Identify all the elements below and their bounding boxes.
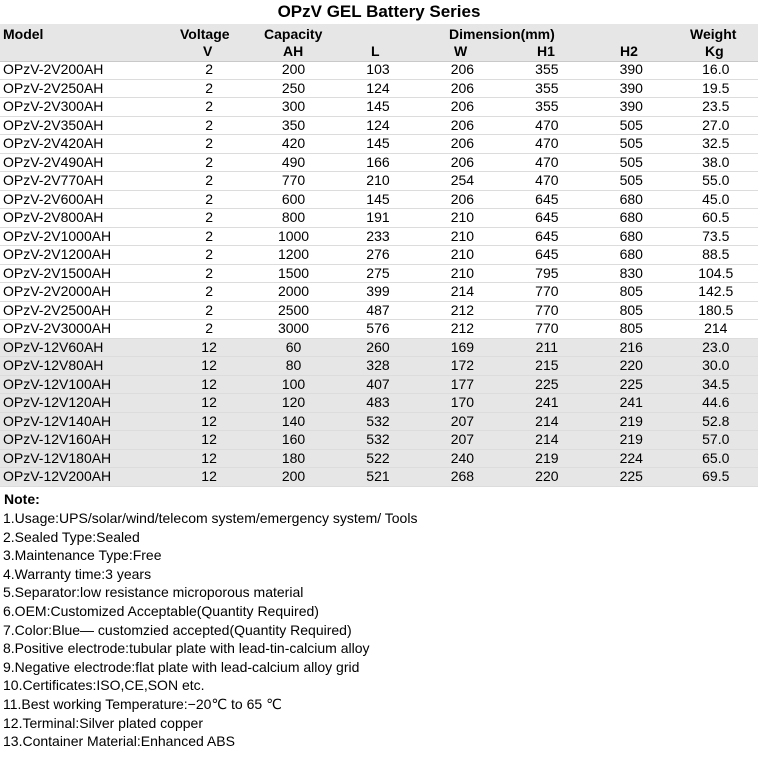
cell-h1: 645	[505, 209, 589, 228]
cell-v: 2	[167, 79, 251, 98]
cell-kg: 142.5	[674, 283, 758, 302]
cell-v: 12	[167, 412, 251, 431]
cell-l: 145	[336, 98, 420, 117]
cell-v: 12	[167, 338, 251, 357]
cell-kg: 30.0	[674, 357, 758, 376]
cell-v: 2	[167, 190, 251, 209]
cell-model: OPzV-2V3000AH	[0, 320, 167, 339]
cell-kg: 38.0	[674, 153, 758, 172]
cell-w: 206	[420, 61, 504, 79]
cell-h2: 680	[589, 227, 673, 246]
cell-h1: 215	[505, 357, 589, 376]
cell-kg: 23.5	[674, 98, 758, 117]
table-row	[0, 320, 758, 339]
cell-v: 2	[167, 153, 251, 172]
cell-ah: 600	[251, 190, 335, 209]
cell-h2: 505	[589, 116, 673, 135]
cell-ah: 300	[251, 98, 335, 117]
cell-kg: 34.5	[674, 375, 758, 394]
table-row	[0, 431, 758, 450]
cell-l: 260	[336, 338, 420, 357]
cell-model: OPzV-12V100AH	[0, 375, 167, 394]
cell-w: 206	[420, 153, 504, 172]
table-body	[0, 61, 758, 486]
cell-h2: 505	[589, 153, 673, 172]
header-w: W	[454, 43, 468, 59]
cell-w: 172	[420, 357, 504, 376]
cell-ah: 80	[251, 357, 335, 376]
cell-w: 170	[420, 394, 504, 413]
cell-h1: 770	[505, 320, 589, 339]
cell-h1: 211	[505, 338, 589, 357]
cell-h2: 390	[589, 98, 673, 117]
cell-w: 206	[420, 79, 504, 98]
cell-w: 268	[420, 468, 504, 487]
header-voltage-unit: V	[203, 43, 213, 59]
table-row	[0, 412, 758, 431]
cell-v: 2	[167, 227, 251, 246]
cell-h2: 805	[589, 320, 673, 339]
table-row	[0, 246, 758, 265]
table-row	[0, 116, 758, 135]
cell-ah: 180	[251, 449, 335, 468]
cell-w: 177	[420, 375, 504, 394]
table-row	[0, 375, 758, 394]
cell-h1: 355	[505, 98, 589, 117]
cell-v: 2	[167, 264, 251, 283]
table-row	[0, 61, 758, 79]
cell-w: 210	[420, 264, 504, 283]
header-l: L	[371, 43, 380, 59]
cell-ah: 120	[251, 394, 335, 413]
cell-h1: 225	[505, 375, 589, 394]
table-row	[0, 357, 758, 376]
cell-ah: 200	[251, 61, 335, 79]
note-item: 1.Usage:UPS/solar/wind/telecom system/emergency system/ Tools	[3, 510, 418, 526]
cell-h1: 770	[505, 283, 589, 302]
cell-model: OPzV-2V1500AH	[0, 264, 167, 283]
note-item: 12.Terminal:Silver plated copper	[3, 714, 203, 731]
cell-w: 254	[420, 172, 504, 191]
cell-h2: 224	[589, 449, 673, 468]
note-item: 7.Color:Blue— customzied accepted(Quantity Required)	[3, 621, 352, 638]
cell-h1: 770	[505, 301, 589, 320]
cell-ah: 250	[251, 79, 335, 98]
cell-v: 2	[167, 172, 251, 191]
cell-h1: 795	[505, 264, 589, 283]
cell-v: 12	[167, 375, 251, 394]
cell-h2: 505	[589, 172, 673, 191]
cell-ah: 800	[251, 209, 335, 228]
table-row	[0, 283, 758, 302]
cell-h1: 470	[505, 153, 589, 172]
cell-v: 12	[167, 468, 251, 487]
notes-title: Note:	[4, 491, 40, 507]
table-row	[0, 153, 758, 172]
cell-h2: 219	[589, 412, 673, 431]
cell-kg: 69.5	[674, 468, 758, 487]
cell-v: 12	[167, 357, 251, 376]
table-row	[0, 301, 758, 320]
cell-ah: 200	[251, 468, 335, 487]
cell-kg: 57.0	[674, 431, 758, 450]
cell-w: 207	[420, 412, 504, 431]
header-capacity: Capacity	[264, 26, 323, 42]
cell-model: OPzV-12V160AH	[0, 431, 167, 450]
header-h2: H2	[620, 43, 638, 59]
cell-l: 522	[336, 449, 420, 468]
cell-l: 576	[336, 320, 420, 339]
table-row	[0, 79, 758, 98]
cell-w: 212	[420, 301, 504, 320]
cell-kg: 16.0	[674, 61, 758, 79]
cell-h2: 505	[589, 135, 673, 154]
cell-ah: 420	[251, 135, 335, 154]
cell-v: 12	[167, 431, 251, 450]
cell-h2: 805	[589, 283, 673, 302]
table-row	[0, 264, 758, 283]
cell-model: OPzV-12V80AH	[0, 357, 167, 376]
cell-h1: 470	[505, 172, 589, 191]
header-model: Model	[3, 26, 44, 42]
cell-v: 12	[167, 394, 251, 413]
cell-kg: 104.5	[674, 264, 758, 283]
cell-v: 2	[167, 116, 251, 135]
cell-h2: 219	[589, 431, 673, 450]
cell-l: 407	[336, 375, 420, 394]
cell-l: 145	[336, 135, 420, 154]
cell-w: 206	[420, 135, 504, 154]
cell-l: 145	[336, 190, 420, 209]
cell-l: 275	[336, 264, 420, 283]
cell-h1: 645	[505, 190, 589, 209]
cell-l: 210	[336, 172, 420, 191]
note-item: 8.Positive electrode:tubular plate with lead-tin-calcium alloy	[3, 640, 370, 657]
cell-ah: 350	[251, 116, 335, 135]
cell-v: 2	[167, 209, 251, 228]
note-item: 11.Best working Temperature:−20℃ to 65 ℃	[3, 695, 282, 712]
cell-model: OPzV-2V490AH	[0, 153, 167, 172]
table-row	[0, 172, 758, 191]
table-row	[0, 468, 758, 487]
note-item: 13.Container Material:Enhanced ABS	[3, 733, 235, 750]
note-item: 2.Sealed Type:Sealed	[3, 528, 140, 545]
cell-v: 2	[167, 301, 251, 320]
cell-kg: 45.0	[674, 190, 758, 209]
cell-kg: 32.5	[674, 135, 758, 154]
cell-kg: 23.0	[674, 338, 758, 357]
cell-h2: 680	[589, 209, 673, 228]
cell-h1: 214	[505, 412, 589, 431]
cell-v: 2	[167, 61, 251, 79]
cell-model: OPzV-12V180AH	[0, 449, 167, 468]
battery-table	[0, 61, 758, 487]
header-voltage: Voltage	[180, 26, 230, 42]
table-row	[0, 394, 758, 413]
note-item: 5.Separator:low resistance microporous material	[3, 584, 304, 601]
cell-w: 210	[420, 246, 504, 265]
cell-h1: 645	[505, 246, 589, 265]
cell-l: 276	[336, 246, 420, 265]
cell-h2: 216	[589, 338, 673, 357]
cell-h1: 220	[505, 468, 589, 487]
table-row	[0, 338, 758, 357]
cell-ah: 3000	[251, 320, 335, 339]
sheet-title: OPzV GEL Battery Series	[0, 0, 758, 25]
cell-w: 206	[420, 98, 504, 117]
notes-list	[0, 509, 758, 751]
header-capacity-unit: AH	[283, 43, 304, 59]
cell-model: OPzV-2V1000AH	[0, 227, 167, 246]
cell-l: 103	[336, 61, 420, 79]
cell-h2: 680	[589, 246, 673, 265]
cell-w: 210	[420, 209, 504, 228]
note-item: 9.Negative electrode:flat plate with lead-calcium alloy grid	[3, 658, 360, 675]
cell-ah: 2000	[251, 283, 335, 302]
cell-w: 210	[420, 227, 504, 246]
cell-model: OPzV-2V800AH	[0, 209, 167, 228]
cell-h1: 355	[505, 61, 589, 79]
cell-h2: 805	[589, 301, 673, 320]
cell-h1: 470	[505, 135, 589, 154]
cell-kg: 73.5	[674, 227, 758, 246]
cell-v: 2	[167, 98, 251, 117]
cell-v: 2	[167, 135, 251, 154]
cell-l: 328	[336, 357, 420, 376]
cell-l: 521	[336, 468, 420, 487]
notes-section	[0, 490, 758, 751]
cell-kg: 214	[674, 320, 758, 339]
cell-w: 240	[420, 449, 504, 468]
table-row	[0, 135, 758, 154]
cell-h2: 680	[589, 190, 673, 209]
cell-w: 214	[420, 283, 504, 302]
cell-h1: 214	[505, 431, 589, 450]
cell-ah: 770	[251, 172, 335, 191]
table-row	[0, 449, 758, 468]
cell-w: 206	[420, 116, 504, 135]
cell-model: OPzV-2V300AH	[0, 98, 167, 117]
cell-h2: 390	[589, 61, 673, 79]
cell-h2: 390	[589, 79, 673, 98]
cell-kg: 44.6	[674, 394, 758, 413]
header-h1: H1	[537, 43, 555, 59]
cell-w: 207	[420, 431, 504, 450]
table-header	[0, 24, 758, 62]
cell-l: 532	[336, 431, 420, 450]
cell-h2: 830	[589, 264, 673, 283]
cell-l: 191	[336, 209, 420, 228]
cell-l: 532	[336, 412, 420, 431]
cell-v: 12	[167, 449, 251, 468]
cell-v: 2	[167, 320, 251, 339]
cell-kg: 88.5	[674, 246, 758, 265]
cell-l: 124	[336, 116, 420, 135]
note-item: 3.Maintenance Type:Free	[3, 547, 162, 564]
cell-kg: 65.0	[674, 449, 758, 468]
cell-h1: 219	[505, 449, 589, 468]
cell-ah: 60	[251, 338, 335, 357]
cell-v: 2	[167, 246, 251, 265]
header-dimension: Dimension(mm)	[449, 26, 555, 42]
cell-model: OPzV-12V140AH	[0, 412, 167, 431]
cell-model: OPzV-12V200AH	[0, 468, 167, 487]
cell-ah: 2500	[251, 301, 335, 320]
cell-ah: 100	[251, 375, 335, 394]
cell-model: OPzV-2V250AH	[0, 79, 167, 98]
cell-model: OPzV-2V200AH	[0, 61, 167, 79]
cell-kg: 60.5	[674, 209, 758, 228]
cell-kg: 19.5	[674, 79, 758, 98]
cell-h2: 225	[589, 468, 673, 487]
cell-kg: 27.0	[674, 116, 758, 135]
cell-l: 483	[336, 394, 420, 413]
cell-h1: 470	[505, 116, 589, 135]
note-item: 4.Warranty time:3 years	[3, 565, 152, 582]
table-row	[0, 227, 758, 246]
cell-h1: 645	[505, 227, 589, 246]
cell-l: 233	[336, 227, 420, 246]
cell-model: OPzV-12V60AH	[0, 338, 167, 357]
cell-model: OPzV-2V420AH	[0, 135, 167, 154]
header-weight: Weight	[690, 26, 737, 42]
cell-model: OPzV-2V350AH	[0, 116, 167, 135]
cell-l: 166	[336, 153, 420, 172]
cell-kg: 52.8	[674, 412, 758, 431]
cell-kg: 55.0	[674, 172, 758, 191]
cell-model: OPzV-2V600AH	[0, 190, 167, 209]
cell-v: 2	[167, 283, 251, 302]
cell-h2: 225	[589, 375, 673, 394]
note-item: 6.OEM:Customized Acceptable(Quantity Required)	[3, 602, 319, 619]
note-item: 10.Certificates:ISO,CE,SON etc.	[3, 677, 205, 694]
cell-ah: 1000	[251, 227, 335, 246]
table-row	[0, 209, 758, 228]
cell-l: 399	[336, 283, 420, 302]
cell-ah: 490	[251, 153, 335, 172]
cell-ah: 160	[251, 431, 335, 450]
table-row	[0, 98, 758, 117]
header-weight-unit: Kg	[705, 43, 724, 59]
cell-h2: 220	[589, 357, 673, 376]
table-row	[0, 190, 758, 209]
cell-w: 206	[420, 190, 504, 209]
cell-model: OPzV-2V1200AH	[0, 246, 167, 265]
cell-model: OPzV-2V770AH	[0, 172, 167, 191]
cell-h1: 241	[505, 394, 589, 413]
cell-model: OPzV-2V2500AH	[0, 301, 167, 320]
cell-ah: 1500	[251, 264, 335, 283]
cell-w: 212	[420, 320, 504, 339]
cell-h1: 355	[505, 79, 589, 98]
cell-model: OPzV-12V120AH	[0, 394, 167, 413]
cell-model: OPzV-2V2000AH	[0, 283, 167, 302]
cell-ah: 1200	[251, 246, 335, 265]
cell-ah: 140	[251, 412, 335, 431]
cell-l: 487	[336, 301, 420, 320]
cell-kg: 180.5	[674, 301, 758, 320]
cell-l: 124	[336, 79, 420, 98]
cell-w: 169	[420, 338, 504, 357]
cell-h2: 241	[589, 394, 673, 413]
